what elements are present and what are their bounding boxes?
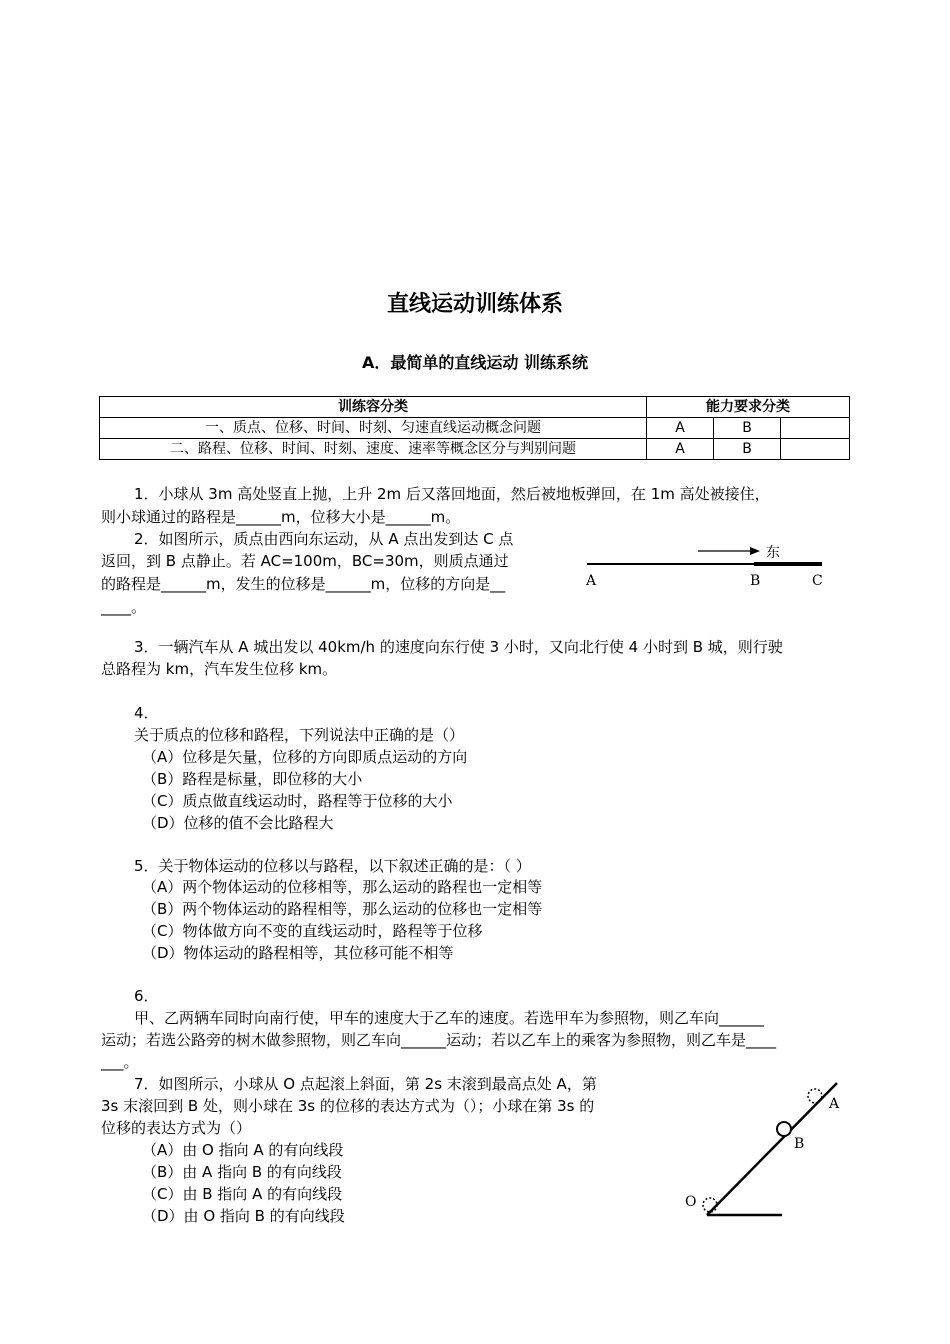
point-c-label: C [812,573,823,589]
q2-line-1: 2．如图所示，质点由西向东运动，从 A 点出发到达 C 点 [134,530,514,548]
q7-option: （C）由 B 指向 A 的有向线段 [142,1185,343,1203]
point-b-label: B [794,1136,805,1152]
east-label: 东 [766,545,780,561]
section-subtitle: A．最简单的直线运动 训练系统 [362,353,588,372]
table-cell-level: B [714,418,781,439]
q6-line-2: 运动；若选公路旁的树木做参照物，则乙车向______运动；若以乙车上的乘客为参照物，则乙车是____ [101,1031,777,1049]
table-row [100,439,850,460]
direction-arrow-icon [750,547,760,555]
q4-option: （B）路程是标量，即位移的大小 [142,770,363,788]
table-header-row [100,397,850,418]
q2-line-3: 的路程是______m，发生的位移是______m，位移的方向是__ [101,575,506,593]
point-b-label: B [750,573,761,589]
table-cell-level [781,418,850,439]
q7-incline-figure [680,1075,850,1225]
q5-option: （B）两个物体运动的路程相等，那么运动的位移也一定相等 [142,900,543,918]
q5-option: （D）物体运动的路程相等，其位移可能不相等 [142,944,454,962]
q2-line-4: ____。 [101,598,147,616]
q6-number: 6． [134,987,159,1005]
table-cell-level [781,439,850,460]
table-cell-category: 二、路程、位移、时间、时刻、速度、速率等概念区分与判别问题 [100,439,647,460]
ball-position-b [777,1122,791,1136]
q2-figure [580,538,830,594]
table-cell-level: A [647,418,714,439]
q4-number: 4． [134,704,159,722]
table-row [100,418,850,439]
q7-line-1: 7．如图所示，小球从 O 点起滚上斜面，第 2s 末滚到最高点处 A，第 [134,1075,597,1093]
q4-option: （A）位移是矢量，位移的方向即质点运动的方向 [142,748,468,766]
ball-position-a [808,1089,822,1103]
q4-option: （D）位移的值不会比路程大 [142,814,334,832]
q7-line-2: 3s 末滚回到 B 处，则小球在 3s 的位移的表达方式为（）；小球在第 3s 的 [101,1097,595,1115]
q4-stem: 关于质点的位移和路程，下列说法中正确的是（） [134,726,465,744]
q1-line-2: 则小球通过的路程是______m，位移大小是______m。 [101,508,461,526]
q3-line-1: 3．一辆汽车从 A 城出发以 40km/h 的速度向东行使 3 小时，又向北行使 4 小时到 B 城，则行驶 [134,638,783,656]
q7-line-3: 位移的表达方式为（） [101,1119,252,1137]
table-header-category: 训练容分类 [100,397,647,418]
q5-option: （A）两个物体运动的位移相等，那么运动的路程也一定相等 [142,878,543,896]
q7-option: （D）由 O 指向 B 的有向线段 [142,1207,345,1225]
classification-table [99,396,850,460]
q7-option: （B）由 A 指向 B 的有向线段 [142,1163,342,1181]
point-a-label: A [829,1096,840,1112]
point-a-label: A [586,573,597,589]
ball-position-o [703,1198,717,1212]
q6-line-3: ___。 [101,1053,139,1071]
q5-stem: 5．关于物体运动的位移以与路程，以下叙述正确的是：（ ） [134,857,531,875]
q4-option: （C）质点做直线运动时，路程等于位移的大小 [142,792,453,810]
q3-line-2: 总路程为 km，汽车发生位移 km。 [101,660,338,678]
q5-option: （C）物体做方向不变的直线运动时，路程等于位移 [142,922,483,940]
q7-option: （A）由 O 指向 A 的有向线段 [142,1141,344,1159]
page-title: 直线运动训练体系 [386,292,563,317]
table-cell-level: A [647,439,714,460]
table-cell-level: B [714,439,781,460]
table-header-level: 能力要求分类 [647,397,850,418]
q1-line-1: 1．小球从 3m 高处竖直上抛，上升 2m 后又落回地面，然后被地板弹回，在 1m 高处被接住， [134,485,770,503]
table-cell-category: 一、质点、位移、时间、时刻、匀速直线运动概念问题 [100,418,647,439]
q2-line-2: 返回，到 B 点静止。若 AC=100m，BC=30m，则质点通过 [101,552,509,570]
point-o-label: O [685,1194,697,1210]
q6-line-1: 甲、乙两辆车同时向南行使，甲车的速度大于乙车的速度。若选甲车为参照物，则乙车向______ [134,1009,765,1027]
